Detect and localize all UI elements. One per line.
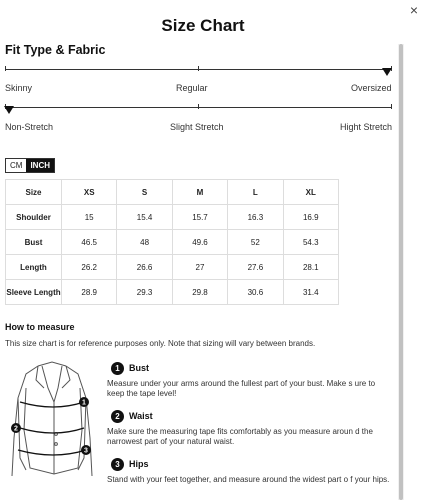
table-cell: 46.5 — [62, 230, 117, 255]
table-cell: 52 — [228, 230, 283, 255]
step-number: 2 — [111, 410, 124, 423]
table-cell: 54.3 — [283, 230, 338, 255]
table-cell: 28.1 — [283, 255, 338, 280]
svg-text:2: 2 — [14, 425, 18, 433]
table-cell: 16.9 — [283, 205, 338, 230]
close-icon[interactable]: × — [409, 2, 419, 18]
stretch-label-slight: Slight Stretch — [170, 122, 224, 132]
measure-point-2 — [11, 423, 21, 433]
step-title: Waist — [129, 411, 153, 421]
how-to-measure-description: This size chart is for reference purposes only. Note that sizing will vary between brands. — [5, 339, 316, 348]
table-cell: 26.2 — [62, 255, 117, 280]
modal-title: Size Chart — [161, 16, 245, 35]
step-title: Hips — [129, 459, 149, 469]
table-header: S — [117, 180, 172, 205]
table-cell: 16.3 — [228, 205, 283, 230]
table-cell: 29.3 — [117, 280, 172, 305]
table-row — [6, 205, 339, 230]
table-header: L — [228, 180, 283, 205]
table-row-label: Length — [6, 255, 62, 280]
svg-text:3: 3 — [84, 447, 88, 455]
how-to-measure-heading: How to measure — [5, 322, 75, 332]
unit-toggle — [5, 158, 55, 173]
step-description: Make sure the measuring tape fits comfortably as you measure aroun d the narrowest part of your natural waist. — [107, 427, 373, 446]
unit-inch-button[interactable]: INCH — [26, 159, 54, 172]
table-cell: 15 — [62, 205, 117, 230]
svg-text:1: 1 — [82, 399, 86, 407]
table-row-label: Shoulder — [6, 205, 62, 230]
table-row — [6, 230, 339, 255]
step-description: Measure under your arms around the fullest part of your bust. Make s ure to keep the tape level! — [107, 379, 376, 398]
table-cell: 27 — [172, 255, 227, 280]
measure-point-1 — [79, 397, 89, 407]
fit-scale-tick — [5, 66, 6, 71]
table-cell: 15.4 — [117, 205, 172, 230]
table-row — [6, 280, 339, 305]
step-number: 1 — [111, 362, 124, 375]
table-cell: 49.6 — [172, 230, 227, 255]
fit-scale-marker — [382, 68, 392, 76]
table-cell: 48 — [117, 230, 172, 255]
table-cell: 27.6 — [228, 255, 283, 280]
step-description: Stand with your feet together, and measure around the widest part o f your hips. — [107, 475, 390, 484]
measure-point-3 — [81, 445, 91, 455]
fit-label-regular: Regular — [176, 83, 208, 93]
fit-type-heading: Fit Type & Fabric — [5, 43, 106, 57]
table-cell: 28.9 — [62, 280, 117, 305]
stretch-label-non: Non-Stretch — [5, 122, 54, 132]
step-number: 3 — [111, 458, 124, 471]
stretch-scale-tick — [198, 104, 199, 109]
table-row-label: Sleeve Length — [6, 280, 62, 305]
stretch-scale-tick — [391, 104, 392, 109]
step-title: Bust — [129, 363, 149, 373]
unit-cm-button[interactable]: CM — [6, 159, 26, 172]
table-cell: 30.6 — [228, 280, 283, 305]
table-header: Size — [6, 180, 62, 205]
table-header: XL — [283, 180, 338, 205]
stretch-scale-marker — [4, 106, 14, 114]
table-row — [6, 255, 339, 280]
table-row-label: Bust — [6, 230, 62, 255]
table-header: M — [172, 180, 227, 205]
table-cell: 31.4 — [283, 280, 338, 305]
table-header: XS — [62, 180, 117, 205]
fit-scale-tick — [198, 66, 199, 71]
table-cell: 26.6 — [117, 255, 172, 280]
table-header-row — [6, 180, 339, 205]
table-cell: 15.7 — [172, 205, 227, 230]
stretch-label-high: Hight Stretch — [340, 122, 393, 132]
jacket-illustration — [8, 358, 100, 488]
fit-label-oversized: Oversized — [351, 83, 392, 93]
size-table — [5, 179, 339, 305]
fit-label-skinny: Skinny — [5, 83, 33, 93]
scrollbar-thumb[interactable] — [399, 44, 403, 500]
table-cell: 29.8 — [172, 280, 227, 305]
